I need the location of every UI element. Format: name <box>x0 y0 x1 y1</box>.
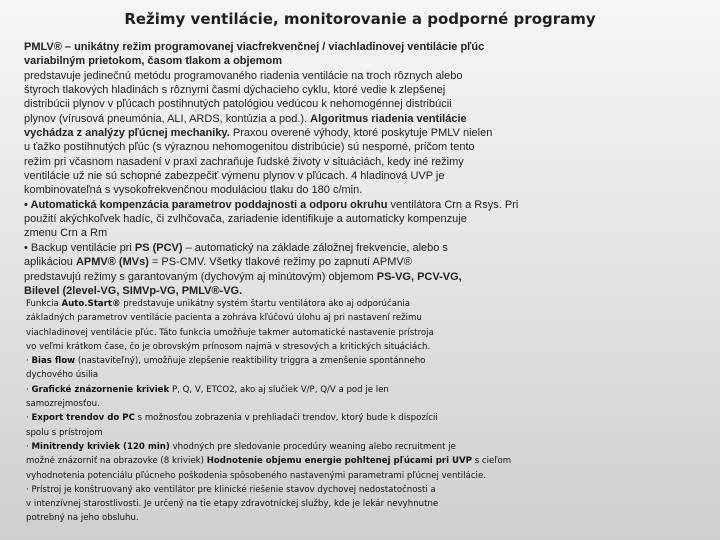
text-line <box>24 255 584 269</box>
text-line <box>26 397 586 411</box>
text-line <box>26 383 586 397</box>
text-line <box>26 440 586 454</box>
text-line <box>24 69 584 83</box>
text-line <box>24 155 584 169</box>
text-segment: distribúcii plynov v pľúcach postihnutých patológiou vedúcou k nehomogénnej distribúcii <box>24 98 452 111</box>
text-segment: štyroch tlakových hladinách s rôznymi časmi dýchacieho cyklu, ktoré vedie k zlepšenej <box>24 84 446 97</box>
bold-text-segment: Bias flow <box>31 356 76 367</box>
text-segment: • Backup ventilácie pri <box>24 241 135 254</box>
text-line <box>26 326 586 340</box>
text-line <box>24 270 584 284</box>
monitoring-features-text <box>26 297 586 526</box>
bold-text-segment: Algoritmus riadenia ventilácie <box>310 112 467 125</box>
text-line <box>24 97 584 111</box>
text-segment: Praxou overené výhody, ktoré poskytuje PMLV nielen <box>229 127 493 140</box>
slide-title: Režimy ventilácie, monitorovanie a podporné programy <box>124 10 596 28</box>
text-segment: základných parametrov ventilácie pacienta a zohráva kľúčovú úlohu aj pri nastavení režimu <box>26 313 422 324</box>
bold-text-segment: vychádza z analýzy pľúcnej mechaniky. <box>24 127 230 140</box>
bold-text-segment: PMLV® – unikátny režim programovanej viacfrekvenčnej / viachladinovej ventilácie pľúc <box>24 41 485 53</box>
text-line <box>26 497 586 511</box>
text-segment: · <box>26 441 32 452</box>
text-segment: samozrejmosťou. <box>26 399 100 410</box>
text-segment: · <box>26 384 32 395</box>
bold-text-segment: variabilným prietokom, časom tlakom a objemom <box>24 55 282 68</box>
text-line <box>26 511 586 525</box>
text-segment: P, Q, V, ETCO2, ako aj slučiek V/P, Q/V a pod je len <box>169 384 389 395</box>
bold-text-segment: Auto.Start® <box>61 299 121 309</box>
text-segment: Funkcia <box>26 299 62 309</box>
text-line <box>26 340 586 354</box>
text-segment: vyhodnotenia potenciálu pľúcneho poškodenia spôsobeného nastavenými parametrami pľúcnej ventilácie. <box>26 470 486 481</box>
text-line <box>26 311 586 325</box>
text-line <box>24 169 584 183</box>
text-segment: u ťažko postihnutých pľúc (s výraznou nehomogenitou distribúcie) sú nesporné, pričom tento <box>24 141 475 154</box>
text-line <box>24 198 584 212</box>
text-line <box>24 212 584 226</box>
text-segment: režim pri včasnom nasadení v praxi zachraňuje ľudské životy v situáciách, kedy iné režimy <box>24 155 464 168</box>
text-segment: s možnosťou zobrazenia v prehliadači trendov, ktorý bude k dispozícii <box>134 413 438 424</box>
bold-text-segment: PS-VG, PCV-VG, <box>376 270 462 283</box>
text-segment: · <box>26 356 32 367</box>
text-segment: (nastaviteľný), umožňuje zlepšenie reaktibility triggra a zmenšenie spontánneho <box>75 356 426 367</box>
text-segment: ventilátora Crn a Rsys. Pri <box>387 198 519 211</box>
text-segment: spolu s prístrojom <box>26 427 103 438</box>
text-segment: – automatický na základe záložnej frekvencie, alebo s <box>182 241 448 254</box>
text-segment: potrebný na jeho obsluhu. <box>26 513 139 524</box>
bold-text-segment: Bilevel (2level-VG, SIMVp-VG, PMLV®-VG. <box>24 284 243 297</box>
text-line <box>26 426 586 440</box>
bold-text-segment: • Automatická kompenzácia parametrov poddajnosti a odporu okruhu <box>24 198 388 211</box>
bold-text-segment: APMV® (MVs) <box>75 256 149 269</box>
text-segment: kombinovateľná s vysokofrekvenčnou moduláciou tlaku do 180 c/min. <box>24 184 363 197</box>
bold-text-segment: Minitrendy kriviek (120 min) <box>31 441 170 452</box>
text-line <box>26 297 586 311</box>
text-line <box>24 54 584 68</box>
text-line <box>24 126 584 140</box>
text-segment: zmenu Crn a Rm <box>24 227 108 240</box>
text-line <box>24 183 584 197</box>
text-line <box>26 411 586 425</box>
text-line <box>26 469 586 483</box>
text-segment: vhodných pre sledovanie procedúry weaning alebo recruitment je <box>169 441 456 452</box>
text-segment: vo veľmi krátkom čase, čo je obrovským prínosom najmä v stresových a kritických situáciách. <box>26 341 431 352</box>
text-segment: použití akýchkoľvek hadíc, či zvlhčovača, zariadenie identifikuje a automaticky kompenzuje <box>24 213 467 226</box>
text-line <box>24 112 584 126</box>
ventilation-modes-text <box>24 40 584 298</box>
text-segment: predstavuje unikátny systém štartu ventilátora ako aj odporúčania <box>120 299 411 309</box>
text-line <box>24 140 584 154</box>
text-line <box>26 454 586 468</box>
text-segment: predstavujú režimy s garantovaným (dychovým aj minútovým) objemom <box>24 270 377 283</box>
bold-text-segment: PS (PCV) <box>134 241 183 254</box>
text-segment: = PS-CMV. Všetky tlakové režimy po zapnutí APMV® <box>148 256 412 269</box>
text-segment: viachladinovej ventilácie pľúc. Táto funkcia umožňuje takmer automatické nastavenie prístroja <box>26 327 434 338</box>
text-line <box>26 354 586 368</box>
text-segment: dychového úsilia <box>26 370 99 381</box>
bold-text-segment: Hodnotenie objemu energie pohltenej pľúcami pri UVP <box>206 456 472 467</box>
text-segment: aplikáciou <box>24 256 76 269</box>
text-segment: v intenzívnej starostlivosti. Je určený na tie etapy zdravotníckej služby, kde je lekár nevyhnutne <box>26 499 439 510</box>
text-segment: plynov (vírusová pneumónia, ALI, ARDS, kontúzia a pod.). <box>24 112 311 125</box>
text-line <box>24 83 584 97</box>
text-segment: · <box>26 413 32 424</box>
text-line <box>26 368 586 382</box>
text-segment: možné znázorniť na obrazovke (8 kriviek) <box>26 456 207 467</box>
bold-text-segment: Export trendov do PC <box>31 413 135 424</box>
text-line <box>24 40 584 54</box>
text-segment: predstavuje jedinečnú metódu programovaného riadenia ventilácie na troch rôznych alebo <box>24 69 463 82</box>
text-line <box>24 241 584 255</box>
text-segment: · Prístroj je konštruovaný ako ventilátor pre klinické riešenie stavov dychovej nedostatočnosti a <box>26 484 436 495</box>
bold-text-segment: Grafické znázornenie kriviek <box>31 384 170 395</box>
text-segment: ventilácie už nie sú schopné zabezpečiť výmenu plynov v pľúcach. 4 hladinová UVP je <box>24 170 445 183</box>
text-line <box>24 226 584 240</box>
text-segment: s cieľom <box>471 456 512 467</box>
text-line <box>26 483 586 497</box>
